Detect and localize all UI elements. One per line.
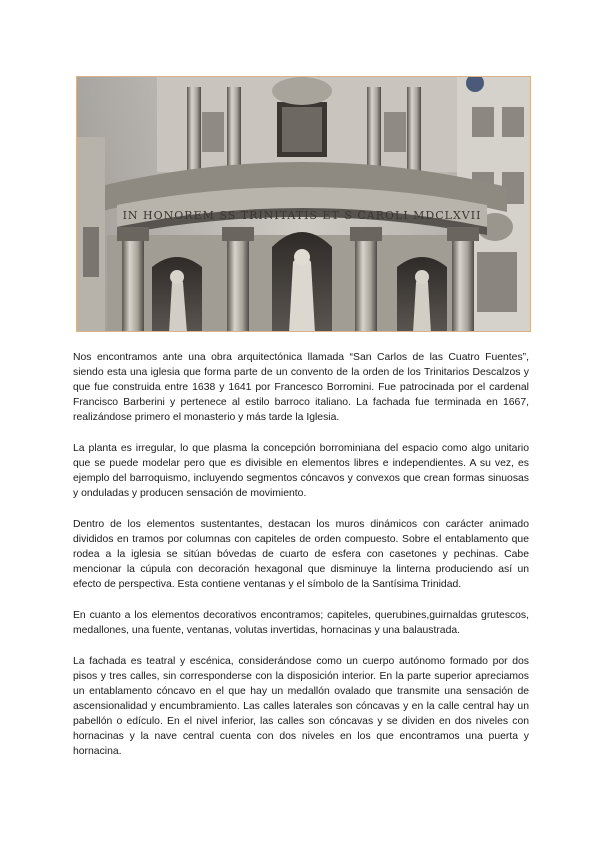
paragraph-elementos-sustentantes: Dentro de los elementos sustentantes, destacan los muros dinámicos con carácter animado divididos en tramos por columnas con capiteles de orden compuesto. Sobre el entablamento que rodea a la iglesia se sitúan bóvedas de cuarto de esfera con casetones y pechinas. Cabe mencionar la cúpula con decoración hexagonal que disminuye la linterna produciendo así un efecto de perspectiva. Esta contiene ventanas y el símbolo de la Santísima Trinidad.: [73, 519, 529, 590]
facade-inscription: IN HONOREM SS TRINITATIS ET S CAROLI MDCLXVII: [122, 209, 482, 222]
paragraph-elementos-decorativos: En cuanto a los elementos decorativos encontramos; capiteles, querubines,guirnaldas grutescos, medallones, una fuente, ventanas, volutas invertidas, hornacinas y una balaustrada.: [73, 610, 529, 636]
facade-photo: [76, 76, 531, 332]
paragraph-planta: La planta es irregular, lo que plasma la concepción borrominiana del espacio como algo unitario que se puede modelar pero que es divisible en elementos libres e independientes. A su vez, es ejemplo del barroquismo, incluyendo segmentos cóncavos y convexos que crean formas sinuosas y onduladas y producen sensación de movimiento.: [73, 443, 529, 499]
document-body: [73, 350, 529, 775]
paragraph-fachada: La fachada es teatral y escénica, considerándose como un cuerpo autónomo formado por dos pisos y tres calles, sin corresponderse con la disposición interior. En la parte superior apreciamos un entablamento cóncavo en el que hay un medallón ovalado que transmite una sensación de ascensionalidad y encumbramiento. Las calles laterales son cóncavas y en la calle central hay un pabellón o edículo. En el nivel inferior, las calles son cóncavas y se dividen en dos niveles con hornacinas y la nave central cuenta con dos niveles en los que encontramos una puerta y hornacina.: [73, 656, 529, 757]
paragraph-intro: Nos encontramos ante una obra arquitectónica llamada “San Carlos de las Cuatro Fuentes”, siendo esta una iglesia que forma parte de un convento de la orden de los Trinitarios Descalzos y que fue construida entre 1638 y 1641 por Francesco Borromini. Fue patrocinada por el cardenal Francisco Barberini y pertenece al estilo barroco italiano. La fachada fue terminada en 1667, realizándose primero el monasterio y más tarde la Iglesia.: [73, 352, 529, 423]
